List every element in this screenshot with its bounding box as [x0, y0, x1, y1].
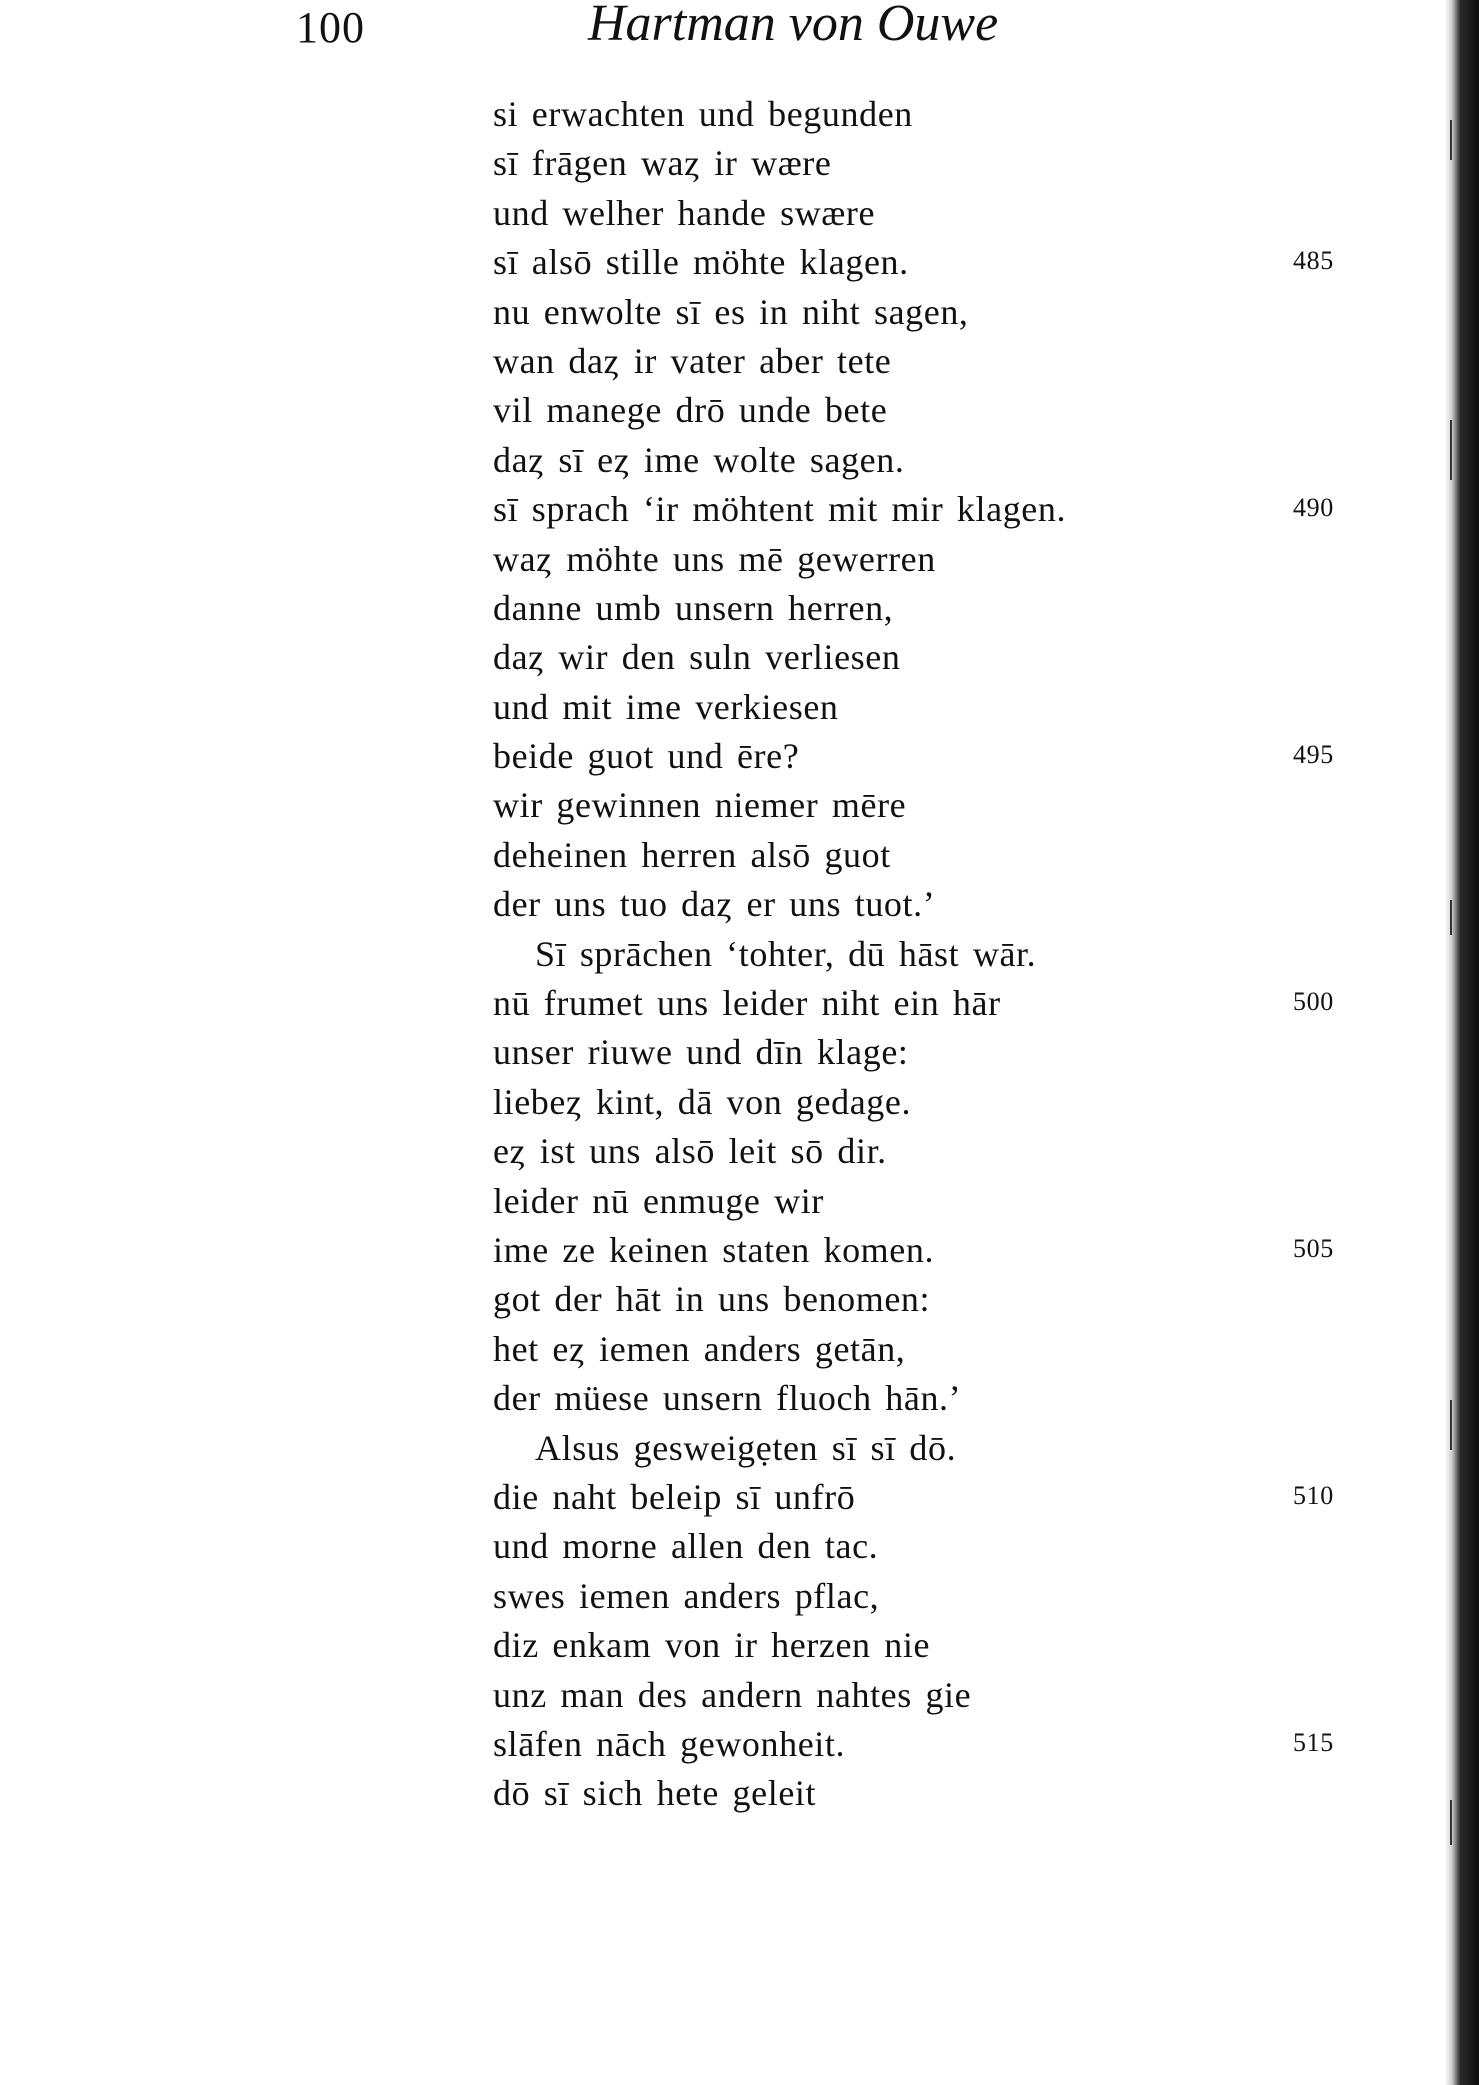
verse-line — [493, 1671, 1353, 1720]
verse-text: beide guot und ēre? — [493, 736, 800, 777]
verse-line — [493, 880, 1353, 929]
verse-line — [493, 1374, 1353, 1423]
verse-text: die naht beleip sī unfrō — [493, 1476, 856, 1517]
verse-text: nū frumet uns leider niht ein hār — [493, 983, 1001, 1024]
verse-line — [493, 485, 1353, 534]
verse-text: sī alsō stille möhte klagen. — [493, 242, 909, 283]
line-number: 500 — [1293, 987, 1334, 1017]
verse-line — [493, 535, 1353, 584]
verse-text: ime ze keinen staten komen. — [493, 1229, 935, 1270]
running-title: Hartman von Ouwe — [588, 0, 999, 52]
verse-text: daȥ sī eȥ ime wolte sagen. — [493, 439, 905, 480]
verse-text: und morne allen den tac. — [493, 1526, 879, 1567]
verse-line — [493, 831, 1353, 880]
verse-text: daȥ wir den suln verliesen — [493, 637, 901, 678]
verse-text: und welher hande swære — [493, 192, 876, 233]
line-number: 490 — [1293, 493, 1334, 523]
verse-text: waȥ möhte uns mē gewerren — [493, 538, 936, 579]
verse-text: dō sī sich hete geleit — [493, 1773, 817, 1814]
verse-line — [493, 1522, 1353, 1571]
verse-text: swes iemen anders pflac, — [493, 1575, 880, 1616]
verse-text: der müese unsern fluoch hān.’ — [493, 1378, 962, 1419]
verse-line — [493, 189, 1353, 238]
verse-line — [493, 288, 1353, 337]
verse-text: sī frāgen waȥ ir wære — [493, 143, 832, 184]
verse-line — [493, 1177, 1353, 1226]
running-header — [0, 0, 1479, 70]
verse-line — [493, 781, 1353, 830]
verse-line — [493, 1127, 1353, 1176]
poem-text — [493, 90, 1353, 1819]
verse-line — [493, 1325, 1353, 1374]
line-number: 505 — [1293, 1233, 1334, 1263]
verse-text: Sī sprāchen ‘tohter, dū hāst wār. — [535, 933, 1037, 974]
line-number: 495 — [1293, 740, 1334, 770]
verse-line — [493, 1226, 1353, 1275]
page-number: 100 — [296, 3, 365, 52]
verse-text: unser riuwe und dīn klage: — [493, 1032, 909, 1073]
verse-text: und mit ime verkiesen — [493, 686, 839, 727]
verse-line — [493, 1473, 1353, 1522]
verse-text: vil manege drō unde bete — [493, 390, 888, 431]
verse-line — [493, 683, 1353, 732]
verse-line — [493, 1028, 1353, 1077]
verse-line — [493, 979, 1353, 1028]
verse-line — [493, 1769, 1353, 1818]
verse-text: slāfen nāch gewonheit. — [493, 1723, 846, 1764]
line-number: 485 — [1293, 246, 1334, 276]
verse-text: Alsus gesweigẹten sī sī dō. — [535, 1427, 957, 1468]
verse-text: wir gewinnen niemer mēre — [493, 785, 907, 826]
verse-line — [493, 1572, 1353, 1621]
verse-line — [493, 90, 1353, 139]
verse-line — [493, 732, 1353, 781]
verse-text: got der hāt in uns benomen: — [493, 1279, 931, 1320]
verse-line — [493, 238, 1353, 287]
verse-text: het eȥ iemen anders getān, — [493, 1328, 906, 1369]
verse-text: wan daȥ ir vater aber tete — [493, 340, 892, 381]
verse-line — [493, 1424, 1353, 1473]
verse-line — [493, 139, 1353, 188]
verse-text: sī sprach ‘ir möhtent mit mir klagen. — [493, 489, 1067, 530]
verse-text: liebeȥ kint, dā von gedage. — [493, 1081, 912, 1122]
verse-line — [493, 436, 1353, 485]
verse-line — [493, 633, 1353, 682]
line-number: 515 — [1293, 1727, 1334, 1757]
verse-line — [493, 337, 1353, 386]
verse-line — [493, 1720, 1353, 1769]
verse-line — [493, 1275, 1353, 1324]
verse-text: diz enkam von ir herzen nie — [493, 1625, 931, 1666]
line-number: 510 — [1293, 1480, 1334, 1510]
verse-text: leider nū enmuge wir — [493, 1180, 824, 1221]
verse-line — [493, 1078, 1353, 1127]
verse-text: nu enwolte sī es in niht sagen, — [493, 291, 969, 332]
page-binding-edge — [1445, 0, 1479, 2085]
verse-text: der uns tuo daȥ er uns tuot.’ — [493, 884, 936, 925]
verse-line — [493, 386, 1353, 435]
verse-text: eȥ ist uns alsō leit sō dir. — [493, 1131, 887, 1172]
verse-text: danne umb unsern herren, — [493, 587, 894, 628]
verse-line — [493, 1621, 1353, 1670]
verse-line — [493, 930, 1353, 979]
verse-text: deheinen herren alsō guot — [493, 834, 891, 875]
verse-text: si erwachten und begunden — [493, 94, 913, 134]
verse-text: unz man des andern nahtes gie — [493, 1674, 972, 1715]
verse-line — [493, 584, 1353, 633]
